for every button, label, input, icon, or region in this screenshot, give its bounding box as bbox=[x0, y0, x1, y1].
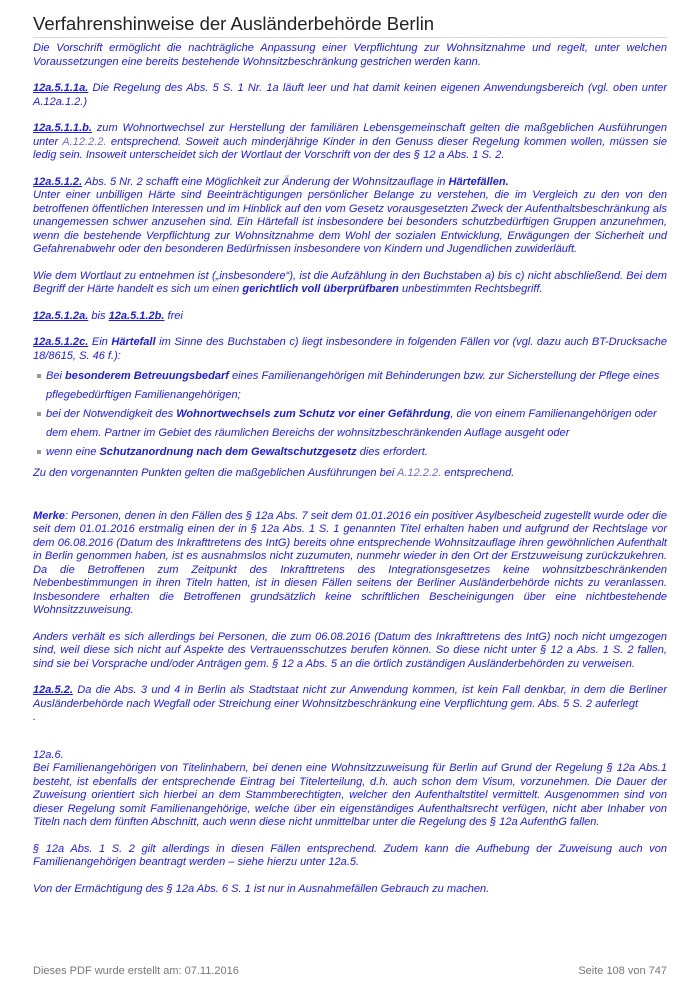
paragraph-12a-5-1-2a-b: 12a.5.1.2a. bis 12a.5.1.2b. frei bbox=[33, 309, 183, 322]
footer-page-number: Seite 108 von 747 bbox=[578, 965, 667, 977]
paragraph-12a-5-1-1a: 12a.5.1.1a. Die Regelung des Abs. 5 S. 1 Nr. 1a läuft leer und hat damit keinen eigenen Anwendungsbereich (vgl. oben unter A.12a.1.2.) bbox=[33, 82, 667, 108]
section-link-12a-5-2[interactable]: 12a.5.2. bbox=[33, 684, 73, 696]
paragraph-wortlaut: Wie dem Wortlaut zu entnehmen ist („insbesondere“), ist die Aufzählung in den Buchstaben a) bis c) nicht abschließend. Bei dem Begriff der Härte handelt es sich um einen gerichtlich voll überprüfbaren unbestimmten Rechtsbegriff. bbox=[33, 269, 667, 295]
section-link-12a-5-1-2a[interactable]: 12a.5.1.2a. bbox=[33, 309, 89, 322]
bullet-icon bbox=[37, 412, 41, 416]
page-title: Verfahrenshinweise der Ausländerbehörde Berlin bbox=[33, 13, 435, 34]
section-link-12a-5-1-1b[interactable]: 12a.5.1.1.b. bbox=[33, 122, 92, 134]
cross-ref-link[interactable]: A.12.2.2. bbox=[62, 135, 107, 148]
paragraph-12a-5-1-2c: 12a.5.1.2c. Ein Härtefall im Sinne des Buchstaben c) liegt insbesondere in folgenden Fällen vor (vgl. dazu auch BT-Drucksache 18/8615, S. 46 f.): bbox=[33, 336, 667, 362]
paragraph-12a-6: Bei Familienangehörigen von Titelinhabern, bei denen eine Wohnsitzzuweisung für Berlin auf Grund der Regelung § 12a Abs.1 besteht, ist ebenfalls der entsprechende Eintrag bei Titelerteilung, d.h. auch schon dem Visum, vorzunehmen. Die Dauer der Zuweisung orientiert sich hierbei an dem Stammberechtigten, welcher den Aufenthaltstitel vermittelt. Ausgenommen sind von dieser Regelung somit Familienangehörige, welche über ein eigenständiges Aufenthaltsrecht verfügen, nicht aber Inhaber von Titeln nach dem fünften Abschnitt, auch wenn diese nicht unmittelbar unter die Regelung des § 12a AufenthG fallen. bbox=[33, 762, 667, 828]
section-heading-12a-6: 12a.6. bbox=[33, 748, 64, 761]
bullet-icon bbox=[37, 450, 41, 454]
section-link-12a-5-1-2[interactable]: 12a.5.1.2. bbox=[33, 175, 83, 188]
paragraph-merke: Merke: Personen, denen in den Fällen des § 12a Abs. 7 seit dem 01.01.2016 ein positiver Asylbescheid zugestellt wurde oder die seit dem 01.01.2016 erstmalig einen der in § 12a Abs. 1 S. 1 genannten Titel erhalten haben und aufgrund der Rechtslage vor dem 06.08.2016 (Datum des Inkrafttretens des IntG) bereits ohne entsprechende Wohnsitzauflage ihren gewöhnlichen Aufenthalt in Berlin genommen haben, ist es ausnahmslos nicht zuzumuten, nunmehr wieder in den Ort der Erstzuweisung zurückzukehren. Da die Betroffenen zum Zeitpunkt des Inkrafttretens des Integrationsgesetzes keine wohnsitzbeschränkenden Nebenbestimmungen in ihren Titeln hatten, ist in diesen Fällen seitens der Berliner Ausländerbehörde nichts zu veranlassen. Insbesondere erhalten die Betroffenen grundsätzlich keine schriftlichen Bescheinigungen über eine nichtbestehende Wohnsitzzuweisung. bbox=[33, 509, 667, 616]
header-divider bbox=[33, 37, 667, 38]
paragraph-12a-5-1-1b: 12a.5.1.1.b. zum Wohnortwechsel zur Herstellung der familiären Lebensgemeinschaft gelten die maßgeblichen Ausführungen unter A.12.2.2. entsprechend. Soweit auch minderjährige Kinder in den Genuss dieser Regelung kommen wollen, müssen sie ledig sein. Insoweit unterscheidet sich der Wortlaut der Vorschrift von der des § 12 a Abs. 1 S. 2. bbox=[33, 122, 667, 161]
paragraph-ermaechtigung: Von der Ermächtigung des § 12a Abs. 6 S. 1 ist nur in Ausnahmefällen Gebrauch zu machen. bbox=[33, 882, 490, 895]
paragraph-12a-5-1-2: 12a.5.1.2. Abs. 5 Nr. 2 schafft eine Möglichkeit zur Änderung der Wohnsitzauflage in Härtefällen. Unter einer unbilligen Härte sind Beeinträchtigungen persönlicher Belange zu verstehen, die im Vergleich zu den von den betroffenen öffentlichen Interessen und im Hinblick auf den vom Gesetz vorausgesetzten Zweck der Aufenthaltsbeschränkung als unangemessen schwer anzusehen sind. Ein Härtefall ist insbesondere bei besonders schutzbedürftigen Gruppen anzunehmen, wenn die bestehende Verpflichtung zur Wohnsitznahme dem Wohl der sozialen Entwicklung, Erwägungen der Sicherheit und Gefahrenabwehr oder den besonderen Bedürfnissen insbesondere von Kindern und Jugendlichen zuwiderläuft. bbox=[33, 175, 667, 255]
section-link-12a-5-1-2c[interactable]: 12a.5.1.2c. bbox=[33, 336, 89, 348]
section-link-12a-5-1-1a[interactable]: 12a.5.1.1a. bbox=[33, 82, 89, 94]
intro-paragraph: Die Vorschrift ermöglicht die nachträgliche Anpassung einer Verpflichtung zur Wohnsitznahme und regelt, unter welchen Voraussetzungen eine bereits bestehende Wohnsitzbeschränkung gestrichen werden kann. bbox=[33, 42, 667, 68]
list-item: Bei besonderem Betreuungsbedarf eines Familienangehörigen mit Behinderungen bzw. zur Sicherstellung der Pflege eines pflegebedürftigen Familienangehörigen; bbox=[33, 367, 667, 405]
footer-created-date: Dieses PDF wurde erstellt am: 07.11.2016 bbox=[33, 965, 239, 977]
paragraph-12a-5-2: 12a.5.2. Da die Abs. 3 und 4 in Berlin als Stadtstaat nicht zur Anwendung kommen, ist kein Fall denkbar, in dem die Berliner Ausländerbehörde nach Wegfall oder Streichung einer Wohnsitzbeschränkung eine Verpflichtung gem. Abs. 5 S. 2 auferlegt . bbox=[33, 684, 667, 723]
list-item: bei der Notwendigkeit des Wohnortwechsels zum Schutz vor einer Gefährdung, die von einem Familienangehörigen oder dem ehem. Partner im Gebiet des räumlichen Bereichs der wohnsitzbeschränkenden Auflage ausgeht oder bbox=[33, 405, 667, 443]
list-item: wenn eine Schutzanordnung nach dem Gewaltschutzgesetz dies erfordert. bbox=[33, 443, 667, 462]
cross-ref-link[interactable]: A.12.2.2. bbox=[397, 467, 442, 479]
paragraph-anders: Anders verhält es sich allerdings bei Personen, die zum 06.08.2016 (Datum des Inkrafttretens des IntG) noch nicht umgezogen sind, weil diese sich nicht auf Aspekte des Vertrauensschutzes berufen können. So diese nicht unter § 12 a Abs. 1 S. 2 fallen, sind sie bei Vorsprache und/oder Anträgen gem. § 12 a Abs. 5 an die örtlich zuständigen Ausländerbehörden zu verweisen. bbox=[33, 630, 667, 670]
hardship-list bbox=[33, 367, 667, 462]
section-link-12a-5-1-2b[interactable]: 12a.5.1.2b. bbox=[108, 309, 165, 322]
document-body bbox=[33, 42, 667, 896]
paragraph-ausfuehrungen: Zu den vorgenannten Punkten gelten die maßgeblichen Ausführungen bei A.12.2.2. entsprechend. bbox=[33, 467, 515, 479]
bullet-icon bbox=[37, 374, 41, 378]
paragraph-abs1-s2: § 12a Abs. 1 S. 2 gilt allerdings in diesen Fällen entsprechend. Zudem kann die Aufhebung der Zuweisung auch von Familienangehörigen beantragt werden – siehe hierzu unter 12a.5. bbox=[33, 842, 667, 868]
